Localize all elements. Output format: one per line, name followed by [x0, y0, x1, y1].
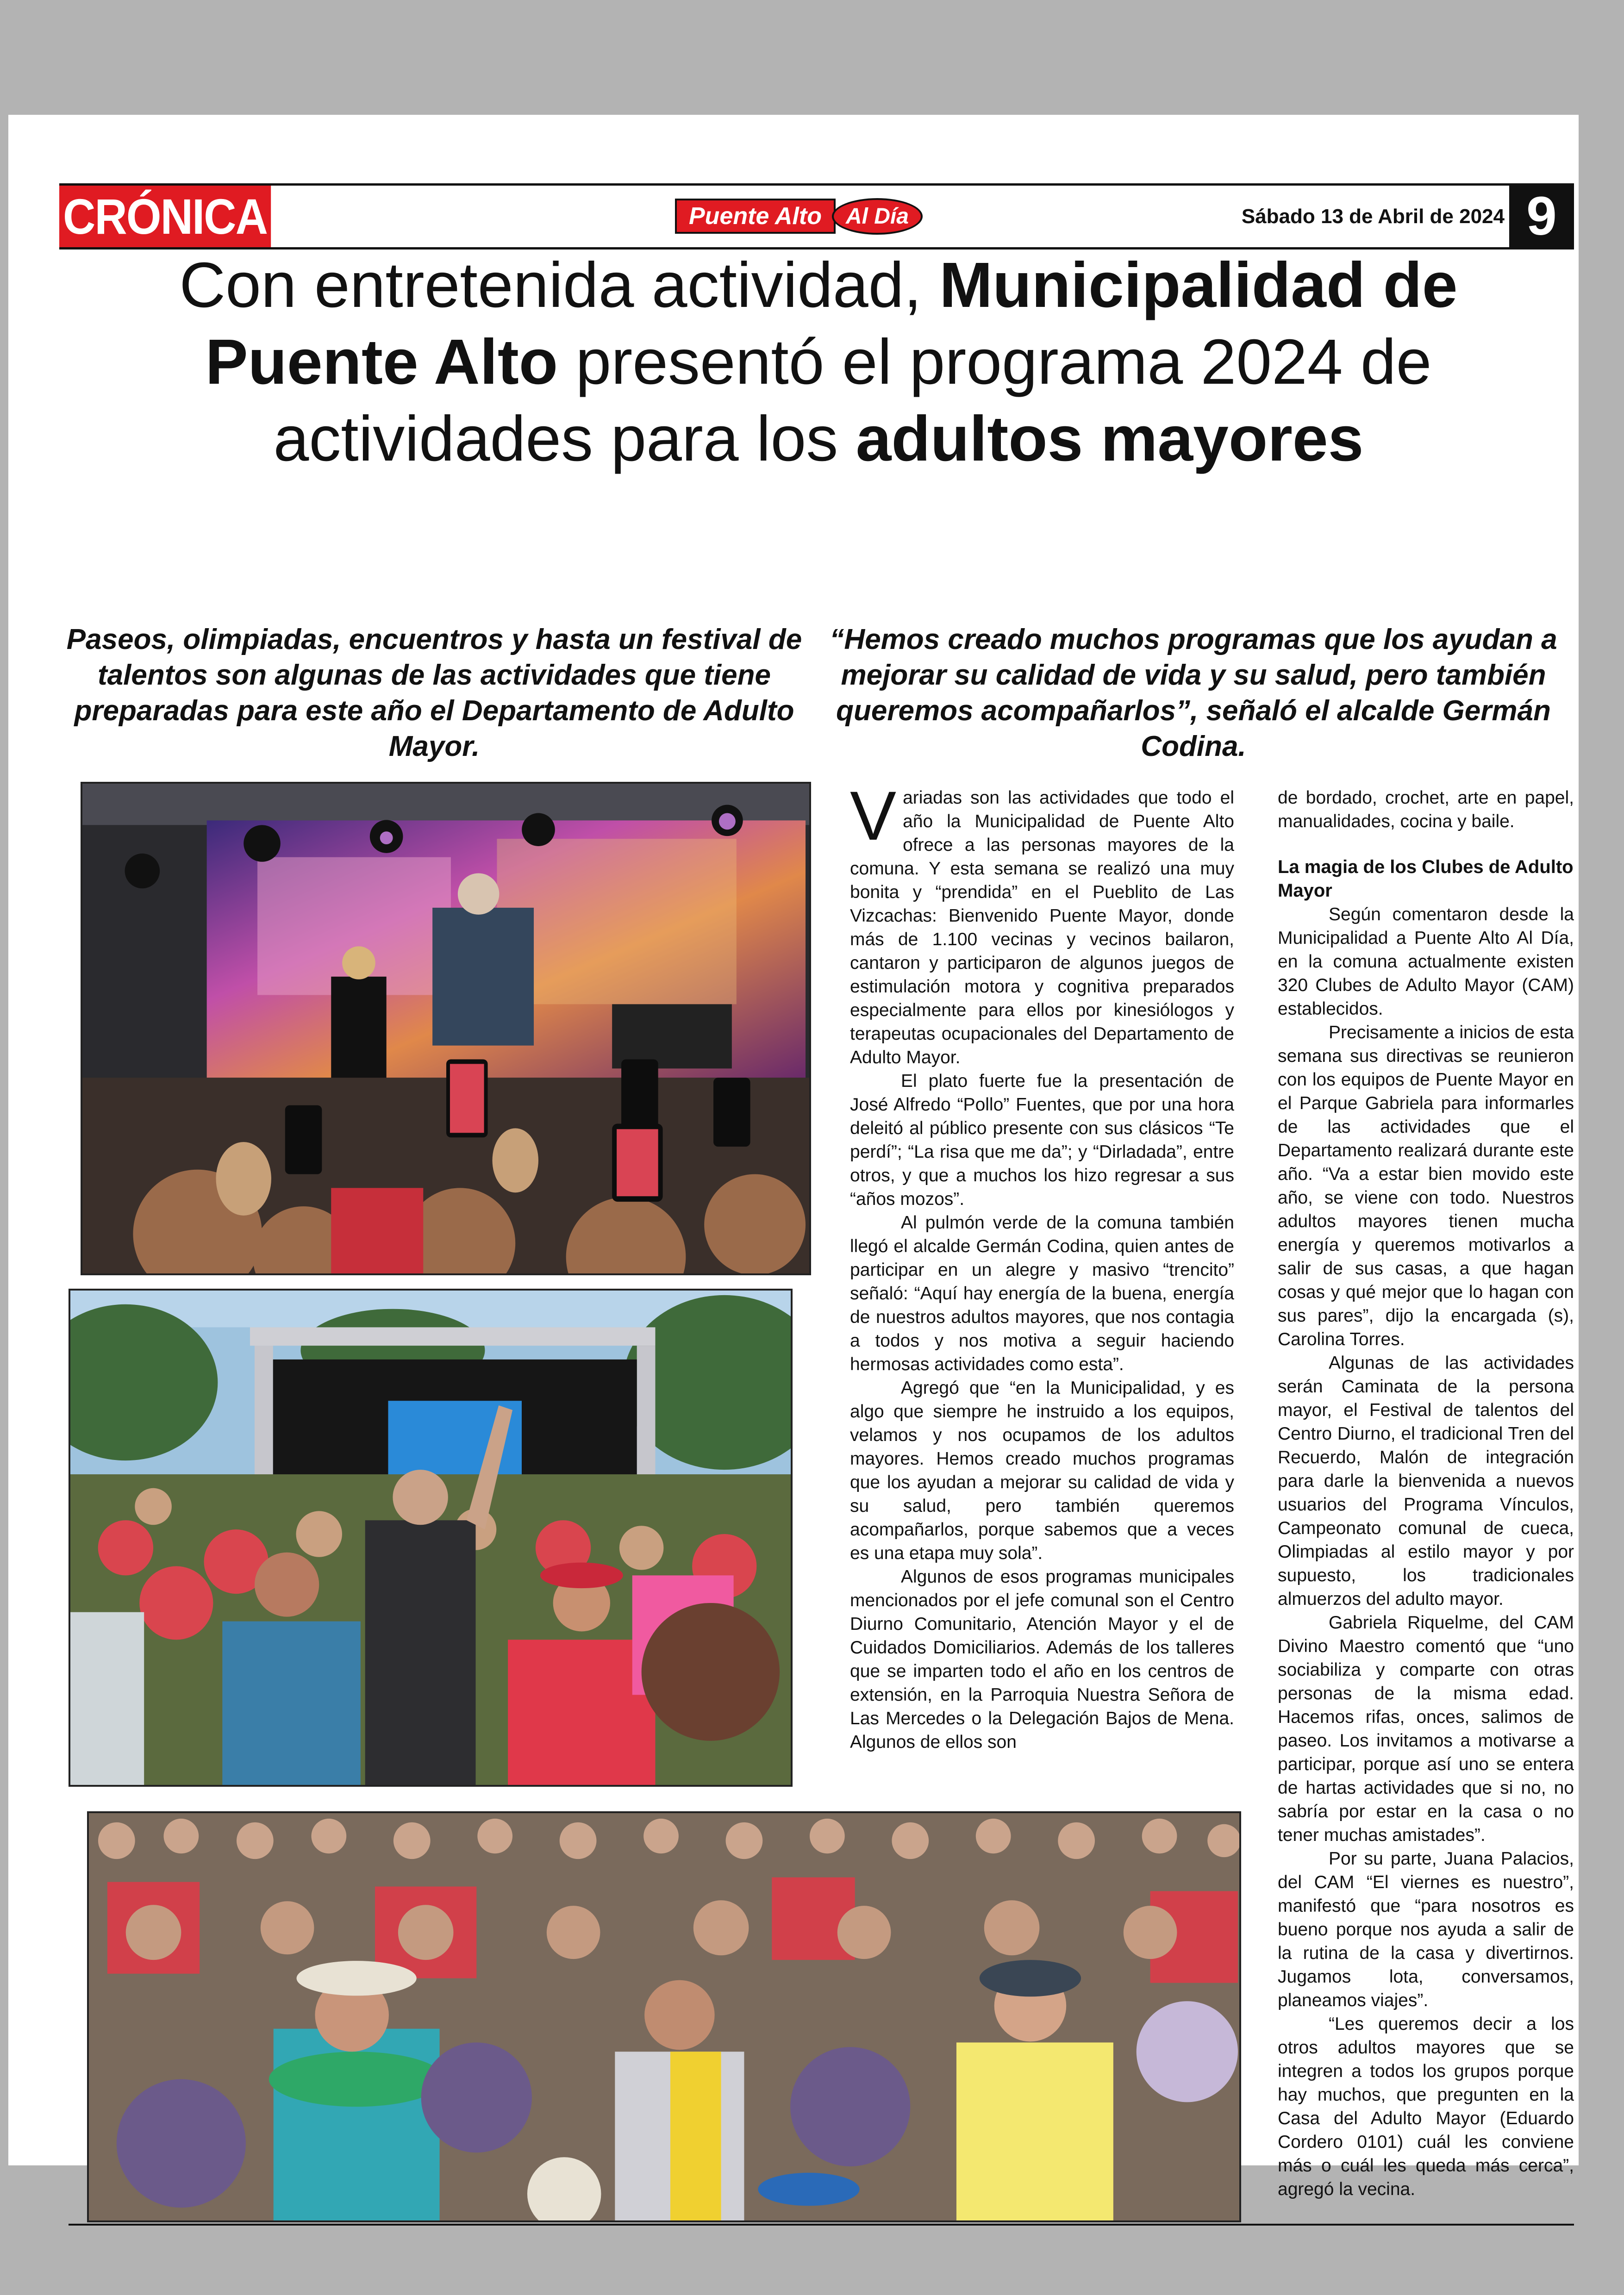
issue-date: Sábado 13 de Abril de 2024 [1241, 205, 1505, 228]
section-tag: CRÓNICA [59, 186, 271, 247]
newspaper-logo [675, 195, 923, 237]
logo-main-text: Puente Alto [675, 199, 836, 234]
paragraph-9: Algunas de las actividades serán Caminata de la persona mayor, el Festival de talentos del Centro Diurno, el tradicional Tren del Recuerdo, Malón de integración para darle la bienvenida a nuevos usuarios del Programa Vínculos, Campeonato comunal de cueca, Olimpiadas al estilo mayor y por supuesto, los tradicionales almuerzos del adulto mayor. [1278, 1353, 1574, 1609]
paragraph-8: Precisamente a inicios de esta semana sus directivas se reunieron con los equipos de Puente Mayor en el Parque Gabriela para informarles de las actividades que el Departamento realizará durante este año. “Va a estar bien movido este año, se viene con todo. Nuestros adultos mayores tienen mucha energía y queremos motivarlos a salir de sus casas, a que hagan cosas y qué mejor que lo hagan con sus pares”, dijo la encargada (s), Carolina Torres. [1278, 1023, 1574, 1349]
paragraph-3: Al pulmón verde de la comuna también llegó el alcalde Germán Codina, quien antes de participar en un alegre y masivo “trencito” señaló: “Aquí hay energía de la buena, energía de nuestros adultos mayores, que nos contagia a todos y nos motiva a seguir haciendo hermosas actividades como esta”. [850, 1213, 1234, 1374]
article-body-column-2 [1278, 786, 1574, 2201]
mayor-crowd-image [70, 1291, 791, 1785]
photo-mayor-crowd [69, 1289, 793, 1787]
subhead-right: “Hemos creado muchos programas que los ayudan a mejorar su calidad de vida y su salud, pero también queremos acompañarlos”, señaló el alcalde Germán Codina. [830, 624, 1557, 762]
photo-stage-concert [81, 782, 811, 1275]
headline-part-2: Municipalidad de Puente Alto [205, 249, 1458, 398]
headline-part-3: presentó el programa 2024 de actividades para los [273, 326, 1432, 474]
headline-part-4: adultos mayores [856, 403, 1364, 474]
logo-badge: Al Día [832, 198, 923, 235]
paragraph-12: “Les queremos decir a los otros adultos mayores que se integren a todos los grupos porque hay muchos, que pregunten en la Casa del Adulto Mayor (Eduardo Cordero 0101) cuál les conviene más o cuál les queda más cerca”, agregó la vecina. [1278, 2014, 1574, 2199]
newspaper-page [8, 115, 1579, 2199]
paragraph-11: Por su parte, Juana Palacios, del CAM “El viernes es nuestro”, manifestó que “para nosotros es bueno porque nos ayuda a salir de la rutina de la casa y divertirnos. Jugamos lota, conversamos, planeamos viajes”. [1278, 1849, 1574, 2010]
section-subtitle: La magia de los Clubes de Adulto Mayor [1278, 857, 1574, 901]
paragraph-5: Algunos de esos programas municipales mencionados por el jefe comunal son el Centro Diurno Comunitario, Atención Mayor y el de Cuidados Domiciliarios. Además de los talleres que se imparten todo el año en los centros de extensión, en la Parroquia Nuestra Señora de Las Mercedes o la Delegación Bajos de Mena. Algunos de ellos son [850, 1567, 1234, 1752]
article-body-column-1 [850, 777, 1234, 1754]
paragraph-2: El plato fuerte fue la presentación de José Alfredo “Pollo” Fuentes, que por una hora deleitó al público presente con sus clásicos “Te perdí”; “La risa que me da”; y “Dirladada”, entre otros, y que a muchos los hizo regresar a sus “años mozos”. [850, 1071, 1234, 1209]
audience-wide-image [89, 1813, 1239, 2220]
page-header [59, 183, 1574, 249]
paragraph-1: ariadas son las actividades que todo el año la Municipalidad de Puente Alto ofrece a las personas mayores de la comuna. Y esta semana se realizó una muy bonita y “prendida” en el Pueblito de Las Vizcachas: Bienvenido Puente Mayor, donde más de 1.100 vecinas y vecinos bailaron, cantaron y participaron de algunos juegos de estimulación motora y cognitiva preparados especialmente para ellos por kinesiólogos y terapeutas ocupacionales del Departamento de Adulto Mayor. [850, 788, 1234, 1067]
paragraph-4: Agregó que “en la Municipalidad, y es algo que siempre he instruido a los equipos, velamos y nos ocupamos de los adultos mayores. Hemos creado muchos programas que los ayudan a mejorar su calidad de vida y su salud, pero también queremos acompañarlos, porque sabemos que a veces es una etapa muy sola”. [850, 1378, 1234, 1563]
paragraph-7: Según comentaron desde la Municipalidad a Puente Alto Al Día, en la comuna actualmente existen 320 Clubes de Adulto Mayor (CAM) establecidos. [1278, 904, 1574, 1019]
subhead-left: Paseos, olimpiadas, encuentros y hasta un festival de talentos son algunas de las actividades que tiene preparadas para este año el Departamento de Adulto Mayor. [66, 624, 802, 762]
stage-concert-image [82, 784, 809, 1273]
paragraph-6: de bordado, crochet, arte en papel, manualidades, cocina y baile. [1278, 788, 1574, 831]
paragraph-10: Gabriela Riquelme, del CAM Divino Maestro comentó que “uno sociabiliza y comparte con otras personas de la misma edad. Hacemos rifas, onces, salimos de paseo. Los invitamos a motivarse a participar, porque así uno se entera de hartas actividades que si no, no sabría por estar en la casa o no tener muchas amistades”. [1278, 1613, 1574, 1845]
photo-audience-wide [87, 1811, 1241, 2222]
drop-cap: V [850, 777, 897, 854]
bottom-rule [69, 2224, 1574, 2226]
headline-part-1: Con entretenida actividad, [179, 249, 940, 321]
page-number: 9 [1509, 186, 1574, 247]
article-headline [78, 247, 1559, 477]
